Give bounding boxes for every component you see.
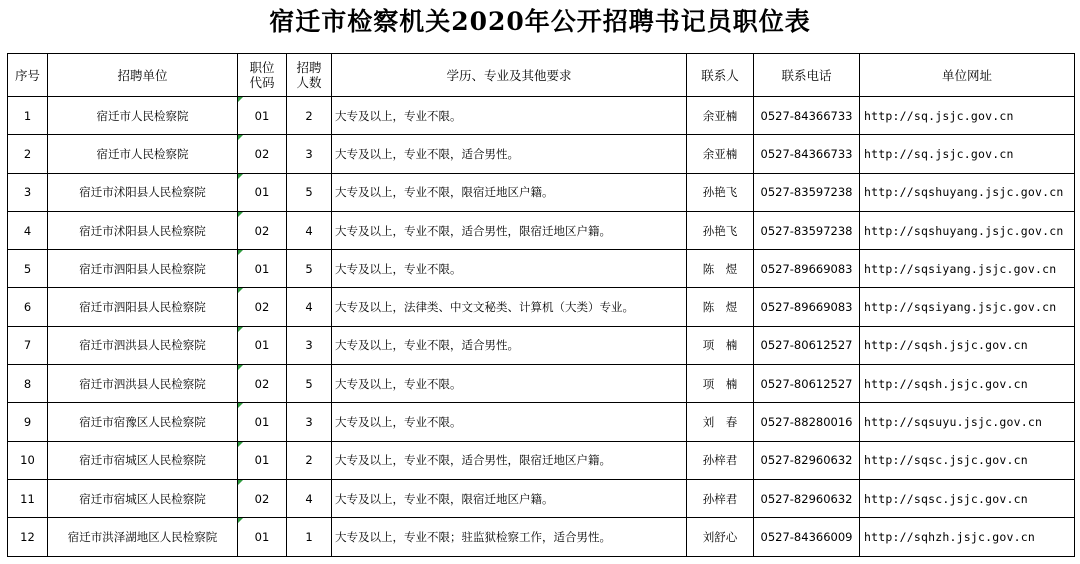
table-row <box>8 518 1075 556</box>
cell-marker-icon <box>238 250 243 255</box>
cell-code <box>238 288 287 326</box>
table-row <box>8 403 1075 441</box>
cell-requirements: 大专及以上，专业不限。 <box>332 365 687 403</box>
cell-website: http://sqsiyang.jsjc.gov.cn <box>860 288 1075 326</box>
header-code-line2: 代码 <box>249 75 275 90</box>
cell-code-text: 02 <box>254 491 270 506</box>
cell-code <box>238 173 287 211</box>
page-title: 宿迁市检察机关2020年公开招聘书记员职位表 <box>269 7 811 36</box>
cell-code <box>238 479 287 517</box>
cell-website: http://sqsc.jsjc.gov.cn <box>860 479 1075 517</box>
cell-marker-icon <box>238 403 243 408</box>
cell-requirements: 大专及以上，专业不限，限宿迁地区户籍。 <box>332 173 687 211</box>
cell-contact: 孙艳飞 <box>687 173 754 211</box>
cell-phone: 0527-80612527 <box>754 326 860 364</box>
header-code-line1: 职位 <box>249 60 275 75</box>
cell-website: http://sqshuyang.jsjc.gov.cn <box>860 173 1075 211</box>
cell-code-text: 02 <box>254 146 270 161</box>
header-count-line2: 人数 <box>296 75 322 90</box>
cell-unit: 宿迁市洪泽湖地区人民检察院 <box>48 518 238 556</box>
cell-seq: 4 <box>8 211 48 249</box>
cell-unit: 宿迁市人民检察院 <box>48 135 238 173</box>
cell-marker-icon <box>238 212 243 217</box>
cell-unit: 宿迁市宿豫区人民检察院 <box>48 403 238 441</box>
cell-seq: 7 <box>8 326 48 364</box>
table-row <box>8 365 1075 403</box>
table-row <box>8 326 1075 364</box>
cell-code-text: 01 <box>254 261 270 276</box>
header-count <box>287 54 332 97</box>
cell-requirements: 大专及以上，专业不限；驻监狱检察工作，适合男性。 <box>332 518 687 556</box>
cell-seq: 12 <box>8 518 48 556</box>
cell-unit: 宿迁市沭阳县人民检察院 <box>48 211 238 249</box>
cell-seq: 10 <box>8 441 48 479</box>
cell-seq: 6 <box>8 288 48 326</box>
cell-website: http://sqsh.jsjc.gov.cn <box>860 365 1075 403</box>
cell-contact: 孙艳飞 <box>687 211 754 249</box>
cell-code-text: 02 <box>254 300 270 315</box>
cell-code-text: 02 <box>254 376 270 391</box>
header-seq: 序号 <box>8 54 48 97</box>
cell-code <box>238 326 287 364</box>
cell-website: http://sqsiyang.jsjc.gov.cn <box>860 250 1075 288</box>
header-phone: 联系电话 <box>754 54 860 97</box>
cell-count: 3 <box>287 135 332 173</box>
table-row <box>8 97 1075 135</box>
table-body <box>8 97 1075 557</box>
cell-count: 5 <box>287 365 332 403</box>
cell-requirements: 大专及以上，专业不限，适合男性。 <box>332 135 687 173</box>
cell-unit: 宿迁市宿城区人民检察院 <box>48 479 238 517</box>
cell-marker-icon <box>238 174 243 179</box>
table-header-row <box>8 54 1075 97</box>
cell-code <box>238 441 287 479</box>
cell-website: http://sqsuyu.jsjc.gov.cn <box>860 403 1075 441</box>
table-row <box>8 173 1075 211</box>
cell-count: 2 <box>287 97 332 135</box>
cell-code <box>238 403 287 441</box>
cell-contact: 孙梓君 <box>687 479 754 517</box>
cell-count: 1 <box>287 518 332 556</box>
cell-code-text: 02 <box>254 223 270 238</box>
cell-seq: 3 <box>8 173 48 211</box>
cell-requirements: 大专及以上，专业不限。 <box>332 403 687 441</box>
cell-contact: 陈 煜 <box>687 288 754 326</box>
cell-count: 4 <box>287 479 332 517</box>
cell-unit: 宿迁市泗阳县人民检察院 <box>48 288 238 326</box>
cell-code-text: 01 <box>254 453 270 468</box>
cell-contact: 项 楠 <box>687 326 754 364</box>
cell-contact: 刘 春 <box>687 403 754 441</box>
cell-contact: 余亚楠 <box>687 97 754 135</box>
cell-requirements: 大专及以上，专业不限，适合男性。 <box>332 326 687 364</box>
table-row <box>8 288 1075 326</box>
cell-requirements: 大专及以上，专业不限，适合男性，限宿迁地区户籍。 <box>332 211 687 249</box>
cell-phone: 0527-84366009 <box>754 518 860 556</box>
cell-seq: 11 <box>8 479 48 517</box>
cell-code-text: 01 <box>254 185 270 200</box>
cell-seq: 5 <box>8 250 48 288</box>
cell-phone: 0527-82960632 <box>754 441 860 479</box>
header-unit: 招聘单位 <box>48 54 238 97</box>
cell-code <box>238 250 287 288</box>
positions-table <box>7 53 1075 557</box>
cell-code <box>238 211 287 249</box>
cell-phone: 0527-84366733 <box>754 135 860 173</box>
cell-unit: 宿迁市宿城区人民检察院 <box>48 441 238 479</box>
cell-unit: 宿迁市泗洪县人民检察院 <box>48 326 238 364</box>
cell-marker-icon <box>238 135 243 140</box>
cell-website: http://sqsh.jsjc.gov.cn <box>860 326 1075 364</box>
cell-marker-icon <box>238 480 243 485</box>
table-row <box>8 479 1075 517</box>
cell-website: http://sqsc.jsjc.gov.cn <box>860 441 1075 479</box>
cell-phone: 0527-88280016 <box>754 403 860 441</box>
cell-phone: 0527-89669083 <box>754 288 860 326</box>
cell-code-text: 01 <box>254 529 270 544</box>
cell-count: 5 <box>287 173 332 211</box>
cell-marker-icon <box>238 365 243 370</box>
cell-phone: 0527-83597238 <box>754 211 860 249</box>
cell-website: http://sq.jsjc.gov.cn <box>860 97 1075 135</box>
cell-code <box>238 518 287 556</box>
cell-unit: 宿迁市人民检察院 <box>48 97 238 135</box>
cell-count: 4 <box>287 211 332 249</box>
header-requirements: 学历、专业及其他要求 <box>332 54 687 97</box>
cell-count: 3 <box>287 403 332 441</box>
cell-code <box>238 365 287 403</box>
header-website: 单位网址 <box>860 54 1075 97</box>
cell-code <box>238 97 287 135</box>
cell-contact: 陈 煜 <box>687 250 754 288</box>
cell-requirements: 大专及以上，专业不限。 <box>332 97 687 135</box>
cell-marker-icon <box>238 327 243 332</box>
table-row <box>8 250 1075 288</box>
cell-code-text: 01 <box>254 415 270 430</box>
cell-phone: 0527-83597238 <box>754 173 860 211</box>
header-contact: 联系人 <box>687 54 754 97</box>
cell-count: 2 <box>287 441 332 479</box>
table-row <box>8 441 1075 479</box>
cell-marker-icon <box>238 518 243 523</box>
cell-unit: 宿迁市沭阳县人民检察院 <box>48 173 238 211</box>
cell-count: 3 <box>287 326 332 364</box>
cell-marker-icon <box>238 288 243 293</box>
cell-phone: 0527-82960632 <box>754 479 860 517</box>
header-code <box>238 54 287 97</box>
cell-contact: 余亚楠 <box>687 135 754 173</box>
table-row <box>8 211 1075 249</box>
cell-count: 5 <box>287 250 332 288</box>
cell-requirements: 大专及以上，专业不限，限宿迁地区户籍。 <box>332 479 687 517</box>
cell-requirements: 大专及以上，专业不限。 <box>332 250 687 288</box>
cell-count: 4 <box>287 288 332 326</box>
cell-code-text: 01 <box>254 108 270 123</box>
cell-unit: 宿迁市泗洪县人民检察院 <box>48 365 238 403</box>
cell-code <box>238 135 287 173</box>
cell-website: http://sq.jsjc.gov.cn <box>860 135 1075 173</box>
cell-seq: 9 <box>8 403 48 441</box>
cell-website: http://sqhzh.jsjc.gov.cn <box>860 518 1075 556</box>
header-count-line1: 招聘 <box>296 60 322 75</box>
table-row <box>8 135 1075 173</box>
cell-unit: 宿迁市泗阳县人民检察院 <box>48 250 238 288</box>
cell-requirements: 大专及以上，法律类、中文文秘类、计算机（大类）专业。 <box>332 288 687 326</box>
cell-contact: 刘舒心 <box>687 518 754 556</box>
cell-requirements: 大专及以上，专业不限，适合男性，限宿迁地区户籍。 <box>332 441 687 479</box>
cell-contact: 孙梓君 <box>687 441 754 479</box>
cell-phone: 0527-89669083 <box>754 250 860 288</box>
cell-marker-icon <box>238 442 243 447</box>
cell-website: http://sqshuyang.jsjc.gov.cn <box>860 211 1075 249</box>
cell-marker-icon <box>238 97 243 102</box>
cell-code-text: 01 <box>254 338 270 353</box>
cell-contact: 项 楠 <box>687 365 754 403</box>
cell-seq: 2 <box>8 135 48 173</box>
cell-seq: 8 <box>8 365 48 403</box>
cell-phone: 0527-84366733 <box>754 97 860 135</box>
cell-phone: 0527-80612527 <box>754 365 860 403</box>
cell-seq: 1 <box>8 97 48 135</box>
